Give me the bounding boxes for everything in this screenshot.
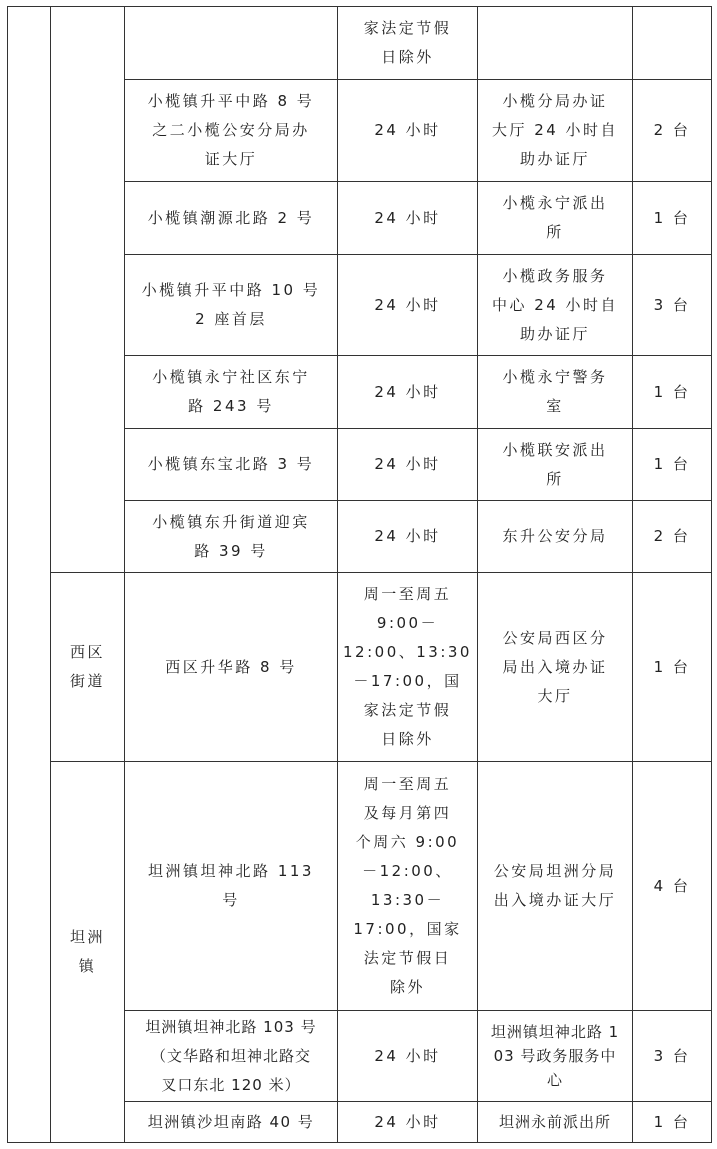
address-cell: 小榄镇潮源北路 2 号	[125, 182, 338, 255]
location-cell: 公安局坦洲分局 出入境办证大厅	[478, 762, 633, 1011]
hours-cell: 24 小时	[338, 429, 478, 501]
address-cell: 坦洲镇沙坦南路 40 号	[125, 1102, 338, 1143]
hours-cell: 24 小时	[338, 356, 478, 429]
location-cell: 东升公安分局	[478, 501, 633, 573]
town-cell	[51, 7, 125, 573]
address-cell	[125, 7, 338, 80]
town-cell: 坦洲 镇	[51, 762, 125, 1143]
hours-cell: 24 小时	[338, 1102, 478, 1143]
address-cell: 小榄镇东宝北路 3 号	[125, 429, 338, 501]
table-row	[8, 573, 712, 762]
location-cell: 坦洲镇坦神北路 1 03 号政务服务中 心	[478, 1011, 633, 1102]
hours-cell: 24 小时	[338, 80, 478, 182]
address-cell: 小榄镇东升街道迎宾 路 39 号	[125, 501, 338, 573]
hours-cell: 周一至周五 及每月第四 个周六 9:00 －12:00、 13:30－ 17:00，国家 法定节假日 除外	[338, 762, 478, 1011]
count-cell: 3 台	[633, 1011, 712, 1102]
location-cell: 小榄永宁警务 室	[478, 356, 633, 429]
location-cell: 小榄政务服务 中心 24 小时自 助办证厅	[478, 255, 633, 356]
location-cell: 小榄永宁派出 所	[478, 182, 633, 255]
address-cell: 西区升华路 8 号	[125, 573, 338, 762]
address-cell: 坦洲镇坦神北路 103 号 （文华路和坦神北路交 叉口东北 120 米）	[125, 1011, 338, 1102]
location-cell: 公安局西区分 局出入境办证 大厅	[478, 573, 633, 762]
count-cell: 1 台	[633, 429, 712, 501]
table-row	[8, 7, 712, 80]
hours-cell: 24 小时	[338, 501, 478, 573]
table-row	[8, 762, 712, 1011]
hours-cell: 家法定节假 日除外	[338, 7, 478, 80]
town-cell: 西区 街道	[51, 573, 125, 762]
location-cell: 坦洲永前派出所	[478, 1102, 633, 1143]
hours-cell: 24 小时	[338, 1011, 478, 1102]
address-cell: 小榄镇永宁社区东宁 路 243 号	[125, 356, 338, 429]
count-cell: 2 台	[633, 501, 712, 573]
address-cell: 小榄镇升平中路 10 号 2 座首层	[125, 255, 338, 356]
count-cell: 2 台	[633, 80, 712, 182]
count-cell: 1 台	[633, 356, 712, 429]
count-cell: 4 台	[633, 762, 712, 1011]
location-cell	[478, 7, 633, 80]
address-cell: 坦洲镇坦神北路 113 号	[125, 762, 338, 1011]
hours-cell: 周一至周五 9:00－ 12:00、13:30 －17:00，国 家法定节假 日除外	[338, 573, 478, 762]
address-cell: 小榄镇升平中路 8 号 之二小榄公安分局办 证大厅	[125, 80, 338, 182]
count-cell: 1 台	[633, 573, 712, 762]
service-locations-table	[7, 6, 712, 1143]
count-cell: 3 台	[633, 255, 712, 356]
hours-cell: 24 小时	[338, 182, 478, 255]
count-cell: 1 台	[633, 182, 712, 255]
count-cell: 1 台	[633, 1102, 712, 1143]
count-cell	[633, 7, 712, 80]
location-cell: 小榄分局办证 大厅 24 小时自 助办证厅	[478, 80, 633, 182]
hours-cell: 24 小时	[338, 255, 478, 356]
district-cell	[8, 7, 51, 1143]
location-cell: 小榄联安派出 所	[478, 429, 633, 501]
